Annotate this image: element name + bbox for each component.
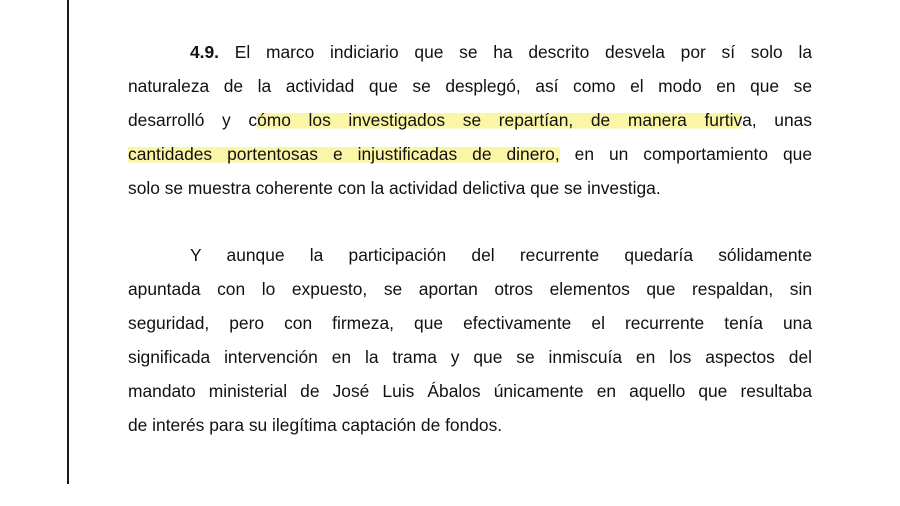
paragraph-4-9	[128, 35, 812, 205]
paragraph-1-line-3	[128, 103, 812, 137]
paragraph-2-line-1: Y aunque la participación del recurrente quedaría sólidamente	[190, 245, 812, 265]
highlighted-text: cantidades portentosas e injustificadas de dinero,	[128, 144, 560, 164]
paragraph-2-line-2: apuntada con lo expuesto, se aportan otros elementos que respaldan, sin	[128, 279, 812, 299]
line-text: desarrolló y c	[128, 110, 258, 130]
highlighted-text: ómo los investigados se repartían, de manera furtiv	[257, 110, 743, 130]
paragraph-1-line-4	[128, 137, 812, 171]
paragraph-number: 4.9.	[190, 42, 220, 62]
paragraph-2	[128, 238, 812, 442]
line-text: en un comportamiento que	[559, 144, 812, 164]
line-text: El marco indiciario que se ha descrito desvela por sí solo la	[219, 42, 812, 62]
paragraph-2-line-6: de interés para su ilegítima captación de fondos.	[128, 415, 503, 435]
paragraph-2-line-4: significada intervención en la trama y que se inmiscuía en los aspectos del	[128, 347, 812, 367]
paragraph-1-line-2: naturaleza de la actividad que se desplegó, así como el modo en que se	[128, 76, 812, 96]
paragraph-2-line-3: seguridad, pero con firmeza, que efectivamente el recurrente tenía una	[128, 313, 812, 333]
line-text: a, unas	[742, 110, 813, 130]
paragraph-2-line-5: mandato ministerial de José Luis Ábalos únicamente en aquello que resultaba	[128, 381, 812, 401]
left-margin-rule	[67, 0, 69, 484]
paragraph-1-line-1	[128, 35, 812, 69]
paragraph-1-line-5: solo se muestra coherente con la actividad delictiva que se investiga.	[128, 178, 661, 198]
